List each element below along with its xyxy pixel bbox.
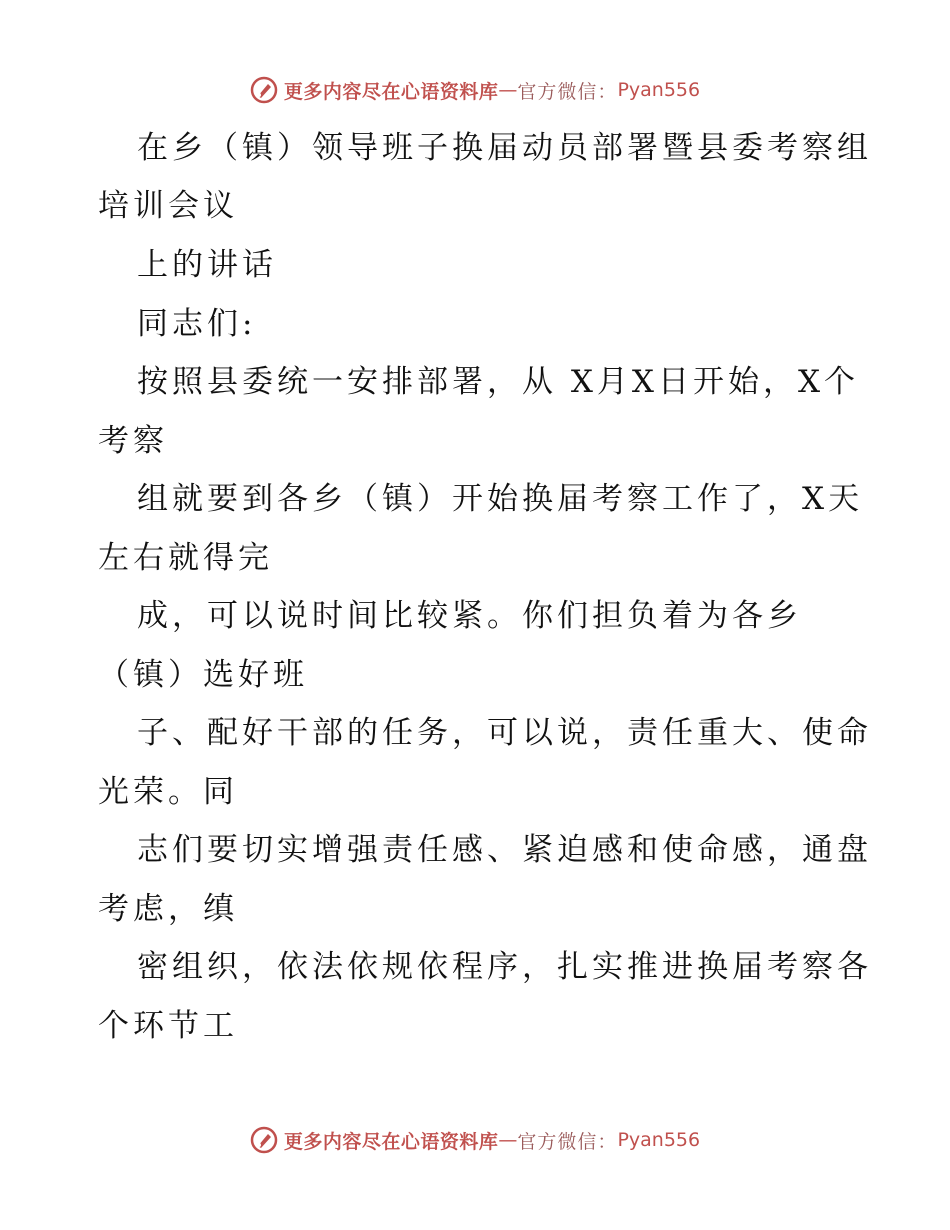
footer-banner [0,1122,950,1158]
body-line: 成，可以说时间比较紧。你们担负着为各乡 [137,598,802,634]
body-line: 密组织，依法依规依程序，扎实推进换届考察各 [137,949,872,985]
body-line: （镇）选好班 [98,657,308,693]
pen-nib-icon [250,76,278,104]
banner-dash: — [498,79,518,101]
banner-brand: 更多内容尽在心语资料库 [283,80,499,103]
pen-nib-icon [250,1126,278,1154]
banner-account: Pyan556 [617,1129,701,1151]
banner-brand: 更多内容尽在心语资料库 [283,1130,499,1153]
body-line: 个环节工 [98,1008,238,1044]
body-line: 按照县委统一安排部署，从 X月X日开始，X个 [137,364,860,400]
banner-dash: — [498,1129,518,1151]
body-line: 光荣。同 [98,774,238,810]
body-line: 志们要切实增强责任感、紧迫感和使命感，通盘 [137,832,872,868]
body-line: 培训会议 [98,188,238,224]
header-banner [0,72,950,108]
body-line: 上的讲话 [137,247,277,283]
body-line: 考虑，缜 [98,891,238,927]
banner-label: 官方微信： [517,80,618,103]
body-line: 同志们: [137,306,257,342]
banner-account: Pyan556 [617,79,701,101]
body-line: 在乡（镇）领导班子换届动员部署暨县委考察组 [137,130,872,166]
banner-label: 官方微信： [517,1130,618,1153]
body-line: 子、配好干部的任务，可以说，责任重大、使命 [137,715,872,751]
body-line: 考察 [98,423,168,459]
body-line: 组就要到各乡（镇）开始换届考察工作了，X天 [137,481,864,517]
body-line: 左右就得完 [98,540,273,576]
